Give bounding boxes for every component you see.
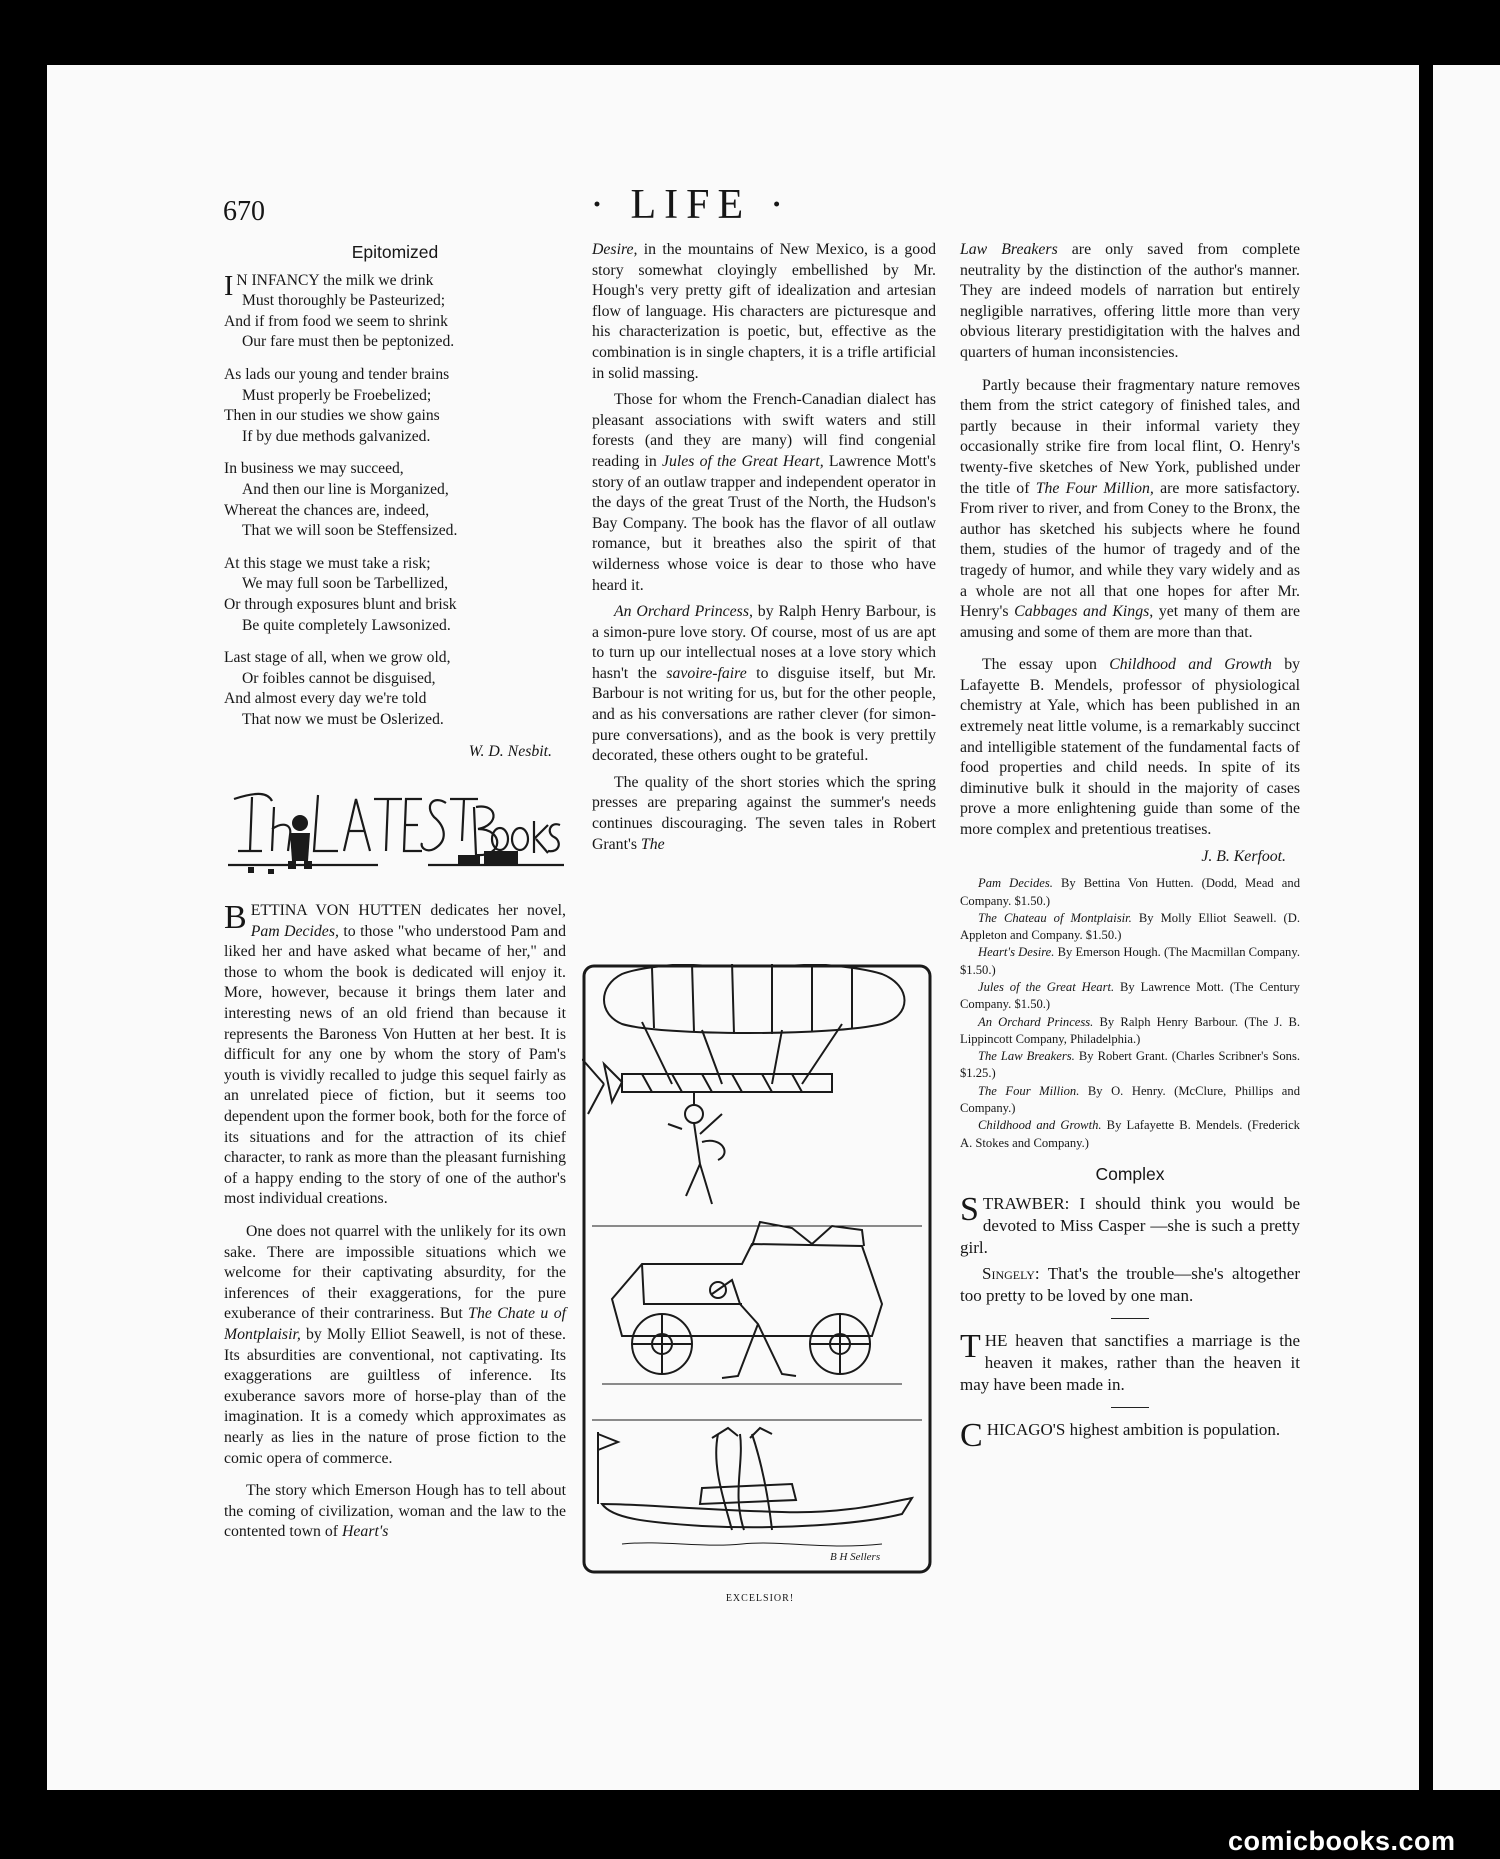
masthead-life: · LIFE · [590,182,792,228]
review1-lead: ETTINA VON HUTTEN dedicates her novel, [250,902,566,920]
review7-lead: Partly because their fragmentary nature removes them from the strict category of finished tales, and partly because in their informal variety they occasionally strike fire from local flint, O. Henry's twenty-five sketches of New York, published under the title of [960,376,1300,497]
review7-rest: yet many of them are amusing and some of them are more than that. [960,603,1301,641]
latest-books-logo [228,781,564,879]
complex-title: Complex [1095,1163,1165,1184]
squib-chicago [960,1416,1300,1454]
poem-line: If by due methods galvanized. [242,427,431,445]
book-list-item [960,1117,1300,1152]
poem-author: W. D. Nesbit. [468,743,552,761]
poem-line: And almost every day we're told [224,690,427,708]
reviewer-signature: J. B. Kerfoot. [1201,847,1286,865]
complex-dialogue-2 [960,1263,1300,1307]
drop-cap-b: B [224,899,247,937]
review-orchard-princess [592,602,936,767]
book-list-details: By O. Henry. (McClure, Phillips and Company.) [960,1083,1300,1116]
book-list-item [960,979,1300,1014]
poem-title: Epitomized [351,242,439,262]
column-left [224,240,566,1543]
poem-line: Or through exposures blunt and brisk [224,595,457,613]
book-list-item [960,1014,1300,1049]
review-law-breakers-start [592,773,936,855]
poem-line: That we will soon be Steffensized. [242,522,458,540]
book-list-details: By Lafayette B. Mendels. (Frederick A. Stokes and Company.) [960,1118,1300,1150]
review6-title: The [640,835,665,853]
book-list-title: The Chateau of Montplaisir. [978,910,1132,925]
complex-dialogue-1 [960,1190,1300,1259]
complex-speaker-1: TRAWBER [982,1193,1065,1213]
book-list-title: Childhood and Growth. [978,1118,1102,1133]
poem-line: Last stage of all, when we grow old, [224,649,451,667]
poem-line: And then our line is Morganized, [242,480,449,498]
book-list [960,875,1300,1152]
page-number: 670 [223,196,265,227]
review7-title: The Four Million, [1035,479,1154,497]
review-law-breakers-cont [960,240,1300,364]
book-list-details: By Emerson Hough. (The Macmillan Company. $1.50.) [960,945,1300,977]
review6-rest: are only saved from complete neutrality by the distinction of the author's manner. They are indeed models of narration but entirely negligible narratives, offering little more than very obvious literary prestidigitation with the halves and quarters of human inconsistencies. [960,241,1301,361]
review6-lead: The quality of the short stories which the spring presses are preparing against the summer's needs continues discouraging. The seven tales in Robert Grant's [592,773,936,853]
poem-line: Be quite completely Lawsonized. [242,616,451,634]
review4-rest: Lawrence Mott's story of an outlaw trapper and independent operator in the days of the great Trust of the North, the Hudson's Bay Company. The book has the flavor of all outlaw romance, but it breathes also the spirit of that wilderness whose voice is dear to those who have heard it. [592,452,936,594]
review-montplaisir [224,1222,566,1469]
illustration-caption: EXCELSIOR! [725,1593,795,1604]
poem-stanza [224,459,566,541]
poem-epitomized [224,271,566,731]
book-list-details: By Robert Grant. (Charles Scribner's Sons. $1.25.) [960,1049,1300,1081]
book-list-title: An Orchard Princess. [978,1014,1094,1029]
poem-drop-cap: I [224,270,234,302]
book-list-item [960,875,1300,910]
poem-line: In business we may succeed, [224,460,404,478]
review-jules [592,390,936,596]
poem-line: Must thoroughly be Pasteurized; [242,292,446,310]
book-list-title: The Law Breakers. [978,1049,1075,1064]
review-four-million [960,376,1300,644]
adjacent-page-edge [1433,65,1500,1790]
column-middle [592,240,936,855]
poem-line: Then in our studies we show gains [224,407,440,425]
poem-line: Our fare must then be peptonized. [242,333,455,351]
divider-rule [1111,1407,1149,1408]
review5-lead: by Ralph Henry Barbour, is a simon-pure love story. Of course, most of us are apt to turn up our intellectual noses at a love story which hasn't the [592,603,936,682]
review3-title: Heart's [342,1523,389,1541]
review4-lead: Those for whom the French-Canadian dialect has pleasant associations with swift waters and still forests (and they are many) will find congenial reading in [592,391,936,470]
book-list-item [960,910,1300,945]
poem-stanza [224,365,566,447]
review2-rest: by Molly Elliot Seawell, is not of these. Its absurdities are conventional, not captivating. Its exaggerations are guiltless of inference. Its exuberance savors more of horse-play than of the imagination. It is a comedy which approximates as nearly as lies in the nature of prose fiction to the comic opera of commerce. [224,1325,566,1467]
review-childhood-growth [960,655,1300,840]
drop-cap-s: S [960,1190,979,1228]
book-list-item [960,944,1300,979]
drop-cap-c: C [960,1416,983,1454]
review5-term: savoire-faire [666,664,747,682]
complex-speaker-2: Singely [982,1263,1035,1283]
review4-title: Jules of the Great Heart, [661,452,824,470]
review2-title: The Chate u of Montplaisir, [224,1305,566,1343]
book-list-details: By Bettina Von Hutten. (Dodd, Mead and Company. $1.50.) [960,876,1300,908]
poem-line: We may full soon be Tarbellized, [242,575,449,593]
review-pam-decides [224,901,566,1210]
excelsior-illustration [582,964,932,1574]
squib-heaven [960,1327,1300,1396]
review7-title2: Cabbages and Kings, [1014,603,1154,621]
artist-signature: B H Sellers [830,1551,881,1563]
book-list-details: By Lawrence Mott. (The Century Company. $1.50.) [960,980,1300,1012]
column-right [960,240,1301,1454]
squib-chicago-text: HICAGO'S highest ambition is population. [986,1419,1281,1439]
review-hearts-desire-start [224,1481,566,1543]
poem-stanza [224,648,566,730]
review3-title-cont: Desire, [592,241,638,258]
review8-lead: The essay upon [982,656,1110,674]
review3-lead: The story which Emerson Hough has to tell about the coming of civilization, woman and the law to the contented town of [224,1482,566,1541]
review6-title-cont: Law Breakers [960,241,1058,258]
review3-rest: in the mountains of New Mexico, is a good story somewhat cloyingly embellished by Mr. Hough's very pretty gift of idealization and artesian flow of language. His characters are picturesque and his characterization is poetic, but, effective as the combination is in single chapters, it is a trifle artificial in solid massing. [592,241,936,382]
review7-mid: are more satisfactory. From river to river, and from Coney to the Bronx, the author has sketched his subjects where he found them, studies of the humor of tragedy and of the tragedy of humor, and while they vary widely and as a whole are not all that one hopes for after Mr. Henry's [960,479,1301,621]
review1-rest: to those "who understood Pam and liked her and have asked what became of her," and those to whom the book is dedicated will enjoy it. More, however, because it brings them later and interesting news of an old friend than because it represents the Baroness Von Hutten at her best. It is difficult for any one by whom the story of Pam's youth is vividly recalled to judge this sequel fairly as an unrelated piece of fiction, but it seems too dependent upon the former book, both for the force of its situations and for the attraction of its chief character, to rank as more than the pleasant furnishing of a happy ending to the story of one of the author's most individual creations. [224,922,566,1208]
site-watermark: comicbooks.com [1228,1826,1456,1856]
poem-line: N INFANCY the milk we drink [236,271,434,289]
poem-line: Must properly be Froebelized; [242,386,432,404]
book-list-title: The Four Million. [978,1083,1080,1098]
book-list-item [960,1048,1300,1083]
poem-stanza [224,271,566,353]
review2-lead: One does not quarrel with the unlikely for its own sake. There are impossible situations which we welcome for their captivating absurdity, for the inferences of their exaggerations, for the pure exuberance of their contrariness. But [224,1222,566,1323]
book-list-title: Heart's Desire. [978,945,1055,960]
review8-rest: by Lafayette B. Mendels, professor of physiological chemistry at Yale, which has been published in an extremely neat little volume, is a remarkably succinct and intelligible statement of the fundamental facts of food properties and child needs. In spite of its diminutive bulk it should in the majority of cases prove a more enlightening guide than some of the more complex and pretentious treatises. [960,656,1300,839]
complex-line-1: : I should think you would be devoted to Miss Casper —she is such a pretty girl. [960,1193,1300,1257]
drop-cap-t: T [960,1327,981,1365]
poem-line: As lads our young and tender brains [224,365,450,383]
book-list-title: Pam Decides. [978,876,1053,891]
review5-rest: to disguise itself, but Mr. Barbour is not writing for us, but for the other people, and as his conversations are rather clever (for simon-pure conversations), and as the book is very prettily decorated, these others ought to be grateful. [592,664,937,765]
divider-rule [1111,1318,1149,1319]
poem-stanza [224,554,566,636]
poem-line: That now we must be Oslerized. [242,710,444,728]
review8-title: Childhood and Growth [1109,656,1272,674]
review5-title: An Orchard Princess, [614,603,753,621]
poem-line: At this stage we must take a risk; [224,554,431,572]
poem-line: Or foibles cannot be disguised, [242,669,436,687]
review1-title: Pam Decides, [250,922,339,940]
book-list-details: By Molly Elliot Seawell. (D. Appleton and Company. $1.50.) [960,910,1300,943]
squib-heaven-text: HE heaven that sanctifies a marriage is the heaven it makes, rather than the heaven it may have been made in. [960,1330,1300,1394]
book-list-details: By Ralph Henry Barbour. (The J. B. Lippincott Company, Philadelphia.) [960,1014,1301,1046]
book-list-item [960,1083,1300,1118]
poem-line: And if from food we seem to shrink [224,312,448,330]
complex-line-2: : That's the trouble—she's altogether too pretty to be loved by one man. [960,1263,1300,1305]
poem-line: Whereat the chances are, indeed, [224,501,430,519]
review-hearts-desire-cont [592,240,936,384]
book-list-title: Jules of the Great Heart. [978,980,1115,994]
